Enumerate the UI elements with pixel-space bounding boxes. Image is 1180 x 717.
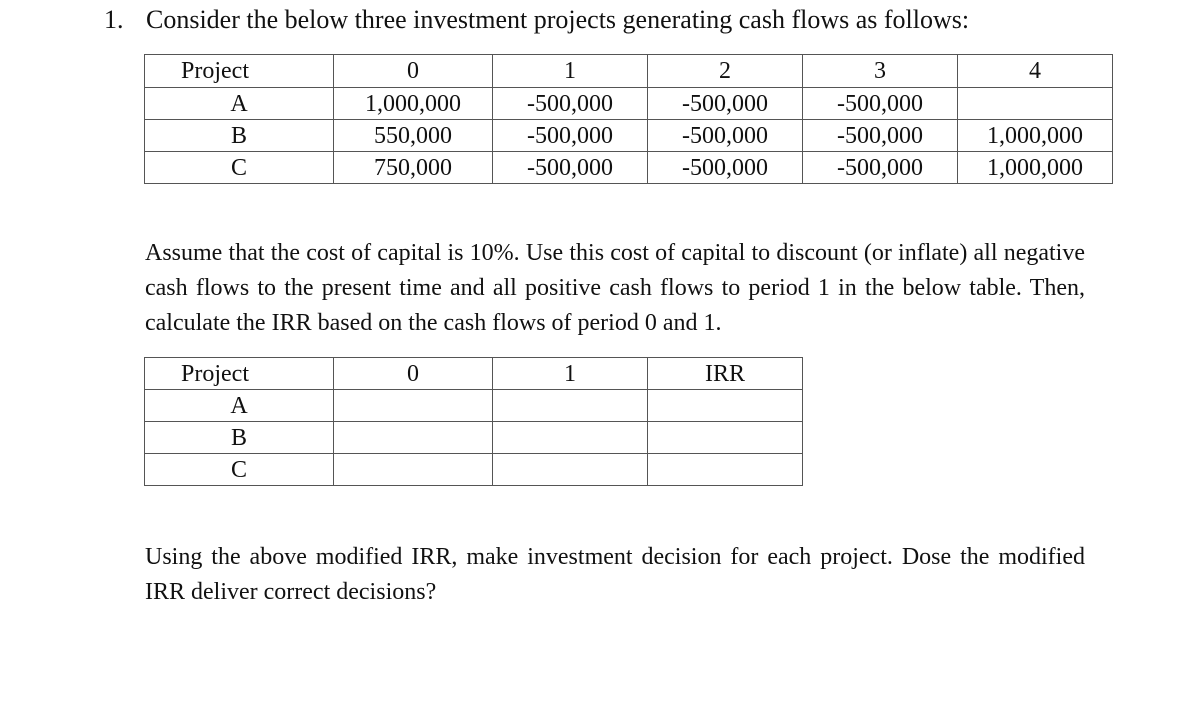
table-header-row [145,358,803,390]
table-cell: -500,000 [648,152,803,184]
table-cell: -500,000 [648,120,803,152]
table-cell [648,390,803,422]
table-cell: 750,000 [334,152,493,184]
header-cell-period-1: 1 [493,358,648,390]
table-cell: B [145,120,334,152]
table-cell [334,454,493,486]
table-cell: A [145,390,334,422]
table-row [145,422,803,454]
table-cell: A [145,88,334,120]
table-cell: -500,000 [648,88,803,120]
table-cell: -500,000 [803,152,958,184]
question-text: Consider the below three investment projects generating cash flows as follows: [146,5,970,34]
header-cell-period-1: 1 [493,55,648,88]
table-cell [334,422,493,454]
header-cell-irr: IRR [648,358,803,390]
header-cell-project: Project [145,358,334,390]
table-cell: -500,000 [803,120,958,152]
table-row [145,120,1113,152]
table-row [145,390,803,422]
table-cell: 1,000,000 [958,152,1113,184]
table-cell: C [145,152,334,184]
header-cell-period-0: 0 [334,358,493,390]
question-heading [104,4,969,36]
table-cell [493,390,648,422]
table-cell [958,88,1113,120]
table-cell: -500,000 [493,88,648,120]
table-cell [493,454,648,486]
cash-flow-table [144,54,1113,184]
decision-question-paragraph: Using the above modified IRR, make investment decision for each project. Dose the modified IRR deliver correct decisions? [145,544,1085,605]
table-cell: 550,000 [334,120,493,152]
instruction-paragraph: Assume that the cost of capital is 10%. Use this cost of capital to discount (or inflate) all negative cash flows to the present time and all positive cash flows to period 1 in the below table. Then, calculate the IRR based on the cash flows of period 0 and 1. [145,240,1085,336]
table-cell: -500,000 [493,120,648,152]
table-cell: 1,000,000 [958,120,1113,152]
question-number: 1. [104,5,124,34]
table-row [145,152,1113,184]
table-cell: C [145,454,334,486]
table-cell: 1,000,000 [334,88,493,120]
table-header-row [145,55,1113,88]
table-cell [493,422,648,454]
header-cell-period-2: 2 [648,55,803,88]
header-cell-period-4: 4 [958,55,1113,88]
table-cell [648,454,803,486]
header-cell-period-0: 0 [334,55,493,88]
table-cell [334,390,493,422]
table-cell: -500,000 [803,88,958,120]
table-cell: -500,000 [493,152,648,184]
header-cell-project: Project [145,55,334,88]
table-cell: B [145,422,334,454]
table-row [145,454,803,486]
header-cell-period-3: 3 [803,55,958,88]
table-row [145,88,1113,120]
table-cell [648,422,803,454]
modified-irr-table [144,357,803,486]
